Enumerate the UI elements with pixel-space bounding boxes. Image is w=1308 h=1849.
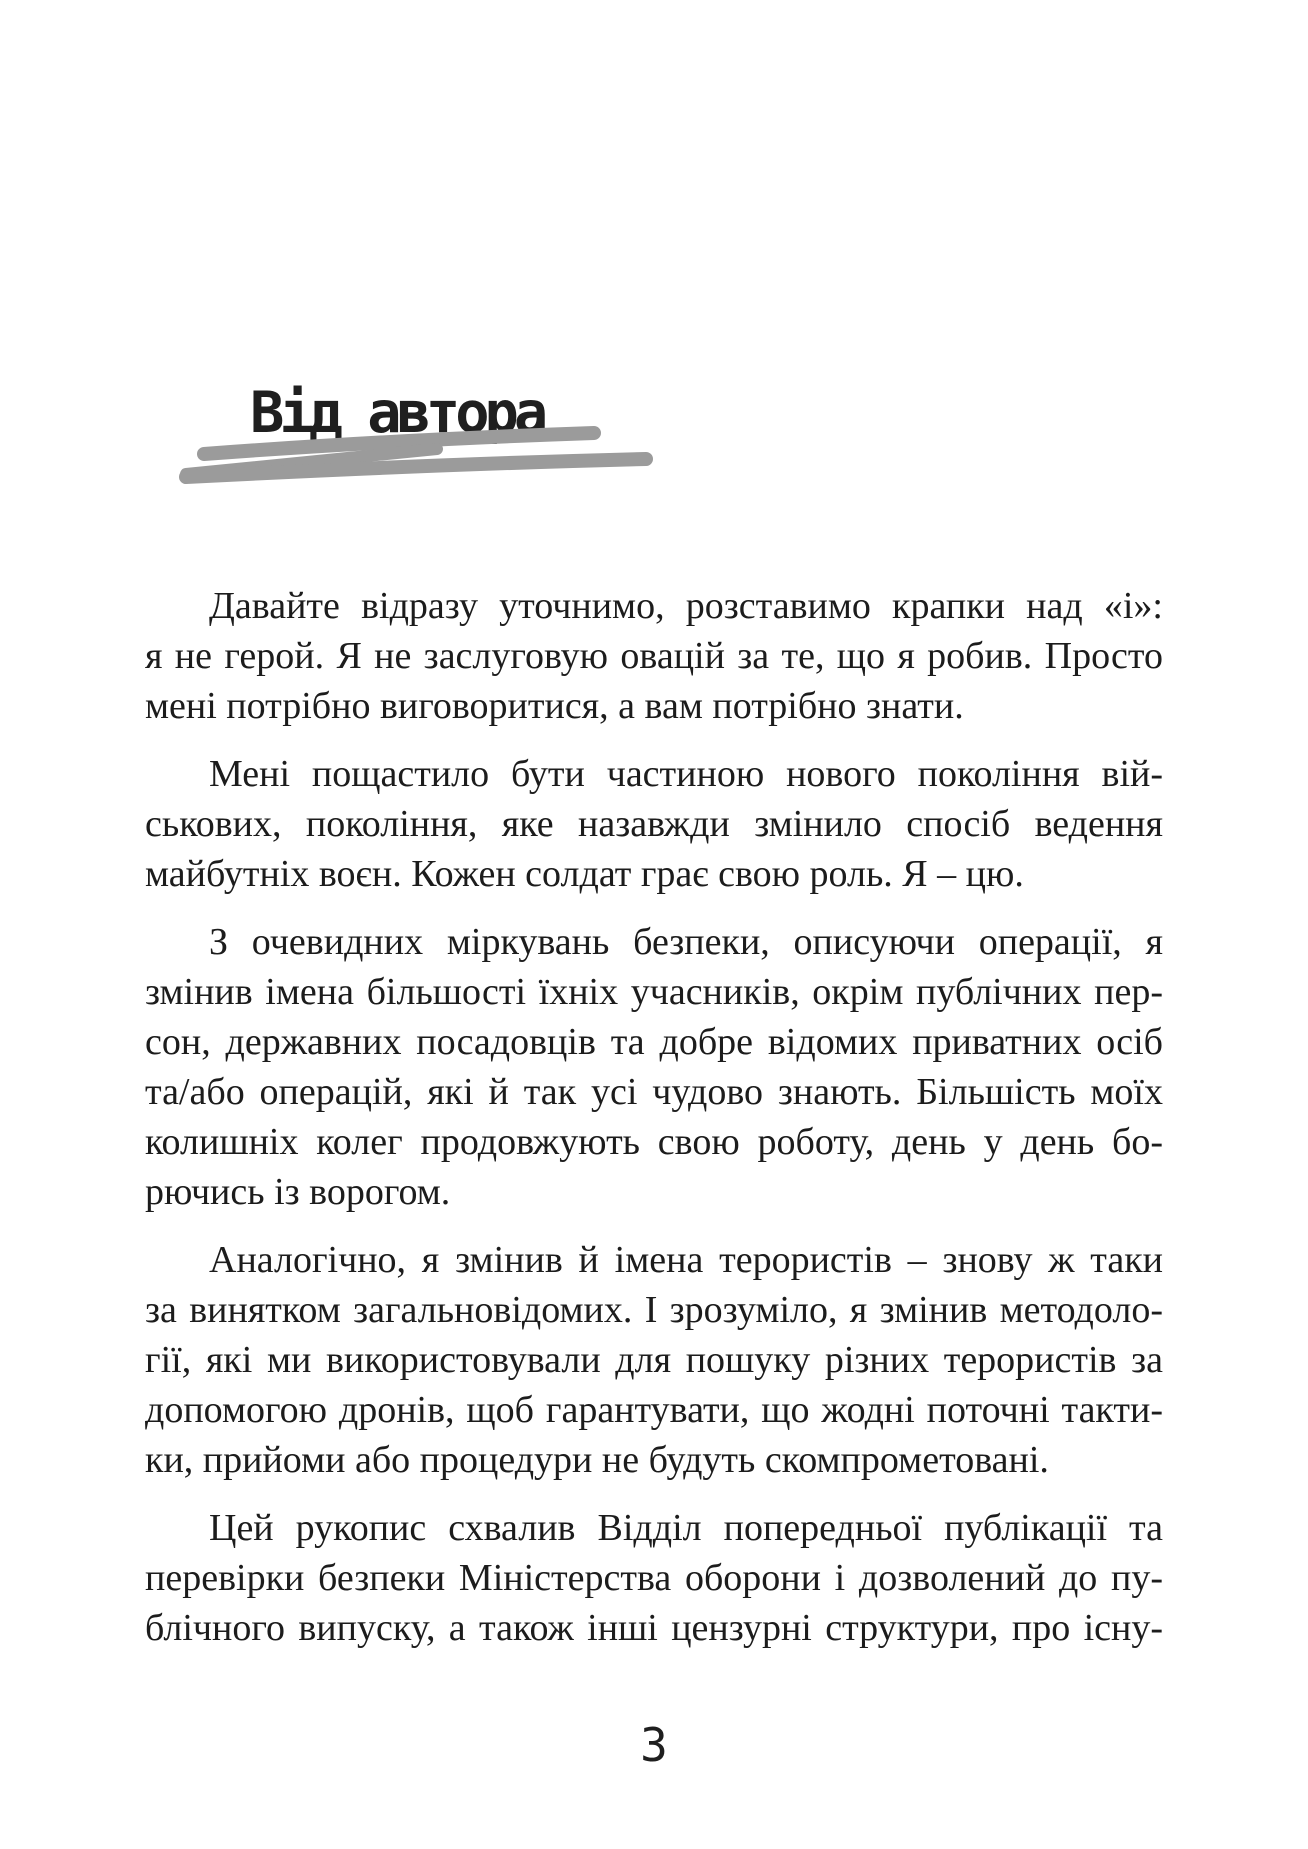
paragraph-line: блічного випуску, а також інші цензурні структури, про існу- bbox=[145, 1607, 1163, 1649]
scribble-underline-decoration bbox=[140, 418, 660, 498]
paragraph-line: майбутніх воєн. Кожен солдат грає свою роль. Я – цю. bbox=[145, 853, 1024, 895]
paragraph-line: за винятком загальновідомих. І зрозуміло, я змінив методоло- bbox=[145, 1289, 1163, 1331]
paragraph-line: сон, державних посадовців та добре відомих приватних осіб bbox=[145, 1021, 1163, 1063]
paragraph-line: мені потрібно виговоритися, а вам потрібно знати. bbox=[145, 685, 964, 727]
paragraph-line: та/або операцій, які й так усі чудово знають. Більшість моїх bbox=[145, 1071, 1163, 1113]
paragraph-line: рючись із ворогом. bbox=[145, 1171, 451, 1213]
paragraph-line: перевірки безпеки Міністерства оборони і дозволений до пу- bbox=[145, 1557, 1163, 1599]
paragraph-line: гії, які ми використовували для пошуку різних терористів за bbox=[145, 1339, 1163, 1381]
paragraph-line: колишніх колег продовжують свою роботу, день у день бо- bbox=[145, 1121, 1163, 1163]
paragraph-line: Давайте відразу уточнимо, розставимо крапки над «і»: bbox=[209, 585, 1163, 627]
paragraph bbox=[145, 749, 1163, 899]
paragraph bbox=[145, 917, 1163, 1217]
paragraph-line: ськових, покоління, яке назавжди змінило спосіб ведення bbox=[145, 803, 1163, 845]
paragraph-line: Мені пощастило бути частиною нового покоління вій- bbox=[209, 753, 1163, 795]
body-text bbox=[145, 581, 1163, 1653]
paragraph bbox=[145, 581, 1163, 731]
paragraph-line: Аналогічно, я змінив й імена терористів – знову ж таки bbox=[209, 1239, 1163, 1281]
paragraph-line: Цей рукопис схвалив Відділ попередньої публікації та bbox=[209, 1507, 1163, 1549]
paragraph-line: я не герой. Я не заслуговую овацій за те, що я робив. Просто bbox=[145, 635, 1163, 677]
paragraph-line: змінив імена більшості їхніх учасників, окрім публічних пер- bbox=[145, 971, 1163, 1013]
paragraph bbox=[145, 1235, 1163, 1485]
paragraph bbox=[145, 1503, 1163, 1653]
paragraph-line: допомогою дронів, щоб гарантувати, що жодні поточні такти- bbox=[145, 1389, 1163, 1431]
paragraph-line: З очевидних міркувань безпеки, описуючи операції, я bbox=[209, 921, 1163, 963]
chapter-heading: Від автора bbox=[250, 380, 544, 447]
page-number: 3 bbox=[640, 1718, 668, 1772]
paragraph-line: ки, прийоми або процедури не будуть скомпрометовані. bbox=[145, 1439, 1049, 1481]
